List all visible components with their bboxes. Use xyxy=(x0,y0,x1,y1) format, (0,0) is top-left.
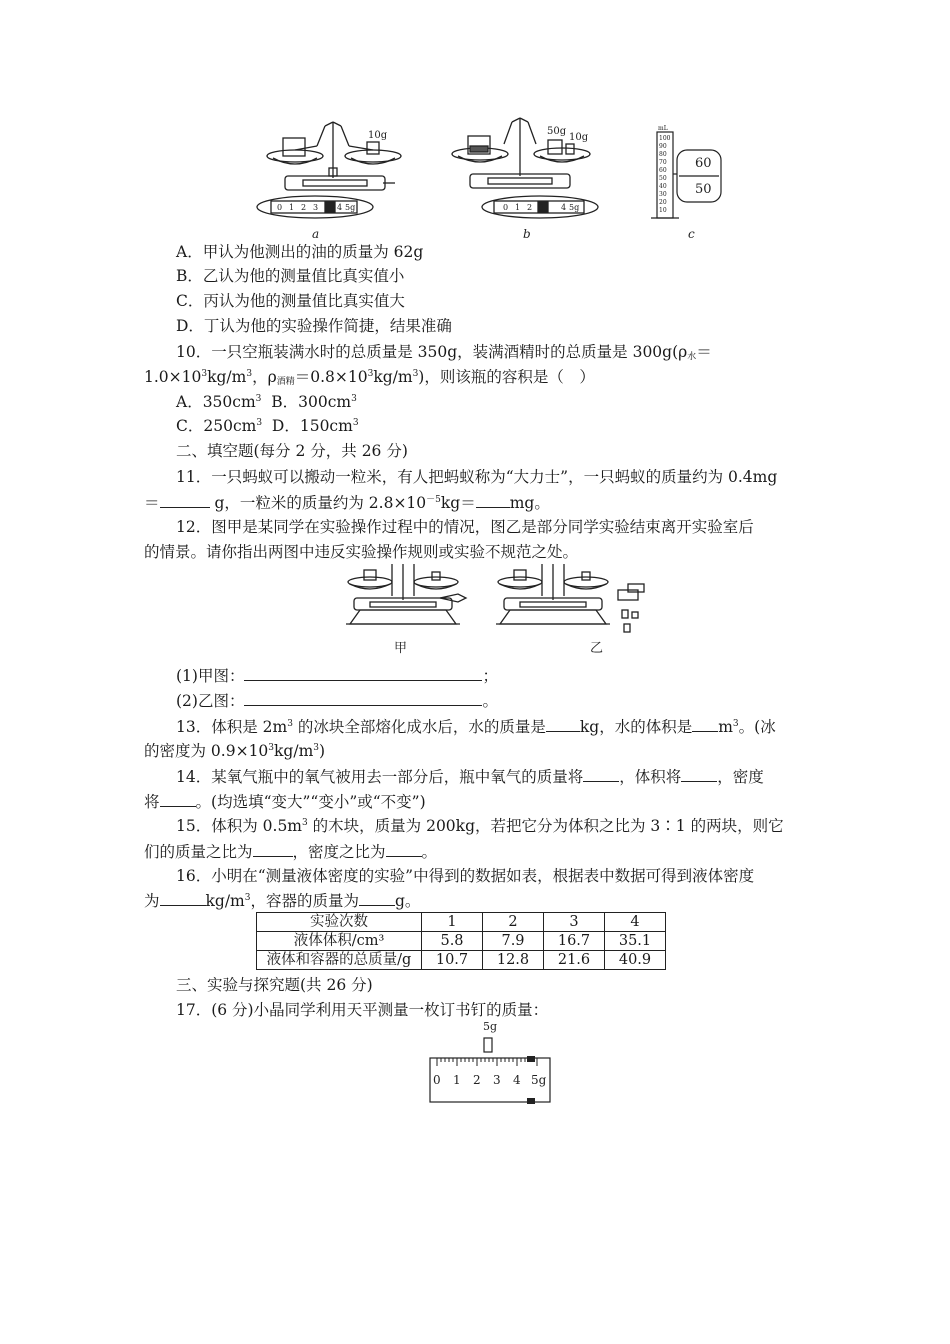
q17-tick-4: 4 xyxy=(513,1073,521,1087)
weight-label-a: 10g xyxy=(368,130,388,141)
q10-options-cd: C．$250cm^3$ D．$150cm^3$ xyxy=(176,417,359,435)
figure-label-b: b xyxy=(523,227,531,241)
figure-label-jia: 甲 xyxy=(394,641,408,656)
q15-line2: 们的质量之比为 ，密度之比为 。 xyxy=(144,840,437,863)
ruler-b-tick-0: 0 xyxy=(503,203,509,212)
weight-label-b1: 50g xyxy=(547,126,567,137)
q16-blank-2[interactable] xyxy=(359,889,395,906)
q13-line1: 13．体积是 $2m^3$ 的冰块全部熔化成水后，水的质量是 kg，水的体积是 $m^3$。(冰 xyxy=(176,715,776,738)
figure-q17-scale xyxy=(425,1018,555,1108)
table-header-cell: 1 xyxy=(422,913,483,932)
q17-tick-3: 3 xyxy=(493,1073,501,1087)
q17-tick-0: 0 xyxy=(433,1073,441,1087)
q15-blank-2[interactable] xyxy=(386,840,422,857)
section2-heading: 二、填空题(每分 2 分，共 26 分) xyxy=(176,442,408,460)
q12-blank-1[interactable] xyxy=(244,664,482,681)
ruler-a-tick-3: 3 xyxy=(313,203,319,212)
cyl-tick-30: 30 xyxy=(659,191,667,198)
ruler-a-tick-0: 0 xyxy=(277,203,283,212)
q14-line2: 将 。(均选填“变大”“变小”或“不变”) xyxy=(144,790,426,813)
ruler-b-tick-2: 2 xyxy=(527,203,533,212)
ruler-ticks-b xyxy=(503,203,579,212)
ruler-b-tick-4: 4 xyxy=(561,203,567,212)
table-cell: 10.7 xyxy=(422,951,483,970)
cyl-tick-60: 60 xyxy=(659,167,667,174)
q12-answer2: (2)乙图： 。 xyxy=(176,689,498,712)
ruler-a-tick-5: 5g xyxy=(345,203,356,212)
cyl-tick-100: 100 xyxy=(659,135,671,142)
figure-label-c: c xyxy=(688,227,695,241)
table-cell: 16.7 xyxy=(544,932,605,951)
q16-line2: 为 $kg/m^3$，容器的质量为 g。 xyxy=(144,889,420,912)
q17-ruler-labels xyxy=(433,1073,547,1087)
q13-line2: 的密度为 $0.9\times 10^3kg/m^3$) xyxy=(144,742,326,760)
q15-blank-1[interactable] xyxy=(253,840,293,857)
q10-line1: 10．一只空瓶装满水时的总质量是 350g，装满酒精时的总质量是 $300g(\rho_水=$ xyxy=(176,343,712,362)
q14-line1: 14．某氧气瓶中的氧气被用去一部分后，瓶中氧气的质量将 ，体积将 ，密度 xyxy=(176,765,764,788)
q11-blank-1[interactable] xyxy=(160,491,210,508)
q17-tick-5: 5g xyxy=(531,1073,547,1087)
table-cell: 7.9 xyxy=(483,932,544,951)
q10-options-ab: A．$350cm^3$ B．$300cm^3$ xyxy=(176,393,357,411)
q14-blank-1[interactable] xyxy=(583,765,619,782)
ruler-a-tick-1: 1 xyxy=(289,203,295,212)
figure-label-yi: 乙 xyxy=(590,641,604,656)
table-header-cell: 4 xyxy=(605,913,666,932)
ruler-b-tick-1: 1 xyxy=(515,203,521,212)
table-cell: 5.8 xyxy=(422,932,483,951)
cyl-tick-90: 90 xyxy=(659,143,667,150)
q9-option-d: D．丁认为他的实验操作简捷，结果准确 xyxy=(176,317,452,335)
q14-blank-2[interactable] xyxy=(681,765,717,782)
ruler-a-tick-4: 4 xyxy=(337,203,343,212)
cyl-tick-70: 70 xyxy=(659,159,667,166)
q17-tick-1: 1 xyxy=(453,1073,461,1087)
q16-data-table xyxy=(256,912,666,970)
q17-ruler-minor-ticks xyxy=(437,1058,537,1066)
q12-answer1: (1)甲图： ； xyxy=(176,664,498,687)
q16-blank-1[interactable] xyxy=(160,889,206,906)
table-header-cell: 实验次数 xyxy=(257,913,422,932)
cylinder-ticks xyxy=(659,135,671,214)
q16-line1: 16．小明在“测量液体密度的实验”中得到的数据如表，根据表中数据可得到液体密度 xyxy=(176,867,755,885)
table-row xyxy=(257,951,666,970)
table-header-cell: 3 xyxy=(544,913,605,932)
q17-line1: 17．(6 分)小晶同学利用天平测量一枚订书钉的质量： xyxy=(176,1001,549,1019)
q15-line1: 15．体积为 $0.5m^3$ 的木块，质量为 200kg，若把它分为体积之比为 3∶1 的两块，则它 xyxy=(176,817,784,835)
cylinder-unit: mL xyxy=(658,125,668,132)
q9-option-a: A．甲认为他测出的油的质量为 62g xyxy=(176,243,424,261)
table-cell: 21.6 xyxy=(544,951,605,970)
ruler-a-tick-2: 2 xyxy=(301,203,307,212)
figure-label-a: a xyxy=(312,227,320,241)
q9-option-b: B．乙认为他的测量值比真实值小 xyxy=(176,267,405,285)
cyl-tick-50: 50 xyxy=(659,175,667,182)
q17-rider-top xyxy=(527,1056,535,1062)
q17-rider-bottom xyxy=(527,1098,535,1104)
table-cell: 35.1 xyxy=(605,932,666,951)
q14-blank-3[interactable] xyxy=(160,790,196,807)
balance-jia xyxy=(346,564,466,624)
table-cell: 40.9 xyxy=(605,951,666,970)
ruler-b-tick-3: 3 xyxy=(539,203,545,212)
table-cell: 12.8 xyxy=(483,951,544,970)
q17-weight-icon xyxy=(484,1038,492,1052)
q11-line2: ＝ g，一粒米的质量约为 $2.8\times 10^{-5}kg=$ mg。 xyxy=(144,491,550,514)
ruler-b-tick-5: 5g xyxy=(569,203,580,212)
q9-option-c: C．丙认为他的测量值比真实值大 xyxy=(176,292,405,310)
q12-line1: 12．图甲是某同学在实验操作过程中的情况，图乙是部分同学实验结束离开实验室后 xyxy=(176,518,754,536)
q12-blank-2[interactable] xyxy=(244,689,482,706)
q13-blank-1[interactable] xyxy=(546,715,580,732)
q10-line2: $1.0\times 10^3kg/m^3$，$\rho_{酒精}=0.8\times 10^3kg/m^3$)，则该瓶的容积是（ ） xyxy=(144,368,595,387)
q17-tick-2: 2 xyxy=(473,1073,481,1087)
weight-label-b2: 10g xyxy=(569,132,589,143)
table-cell: 液体和容器的总质量/g xyxy=(257,951,422,970)
cylinder-zoom-60: 60 xyxy=(695,156,712,171)
cylinder-zoom-50: 50 xyxy=(695,182,712,197)
cyl-tick-20: 20 xyxy=(659,199,667,206)
q12-line2: 的情景。请你指出两图中违反实验操作规则或实验不规范之处。 xyxy=(144,543,579,561)
table-header-cell: 2 xyxy=(483,913,544,932)
balance-yi xyxy=(496,564,644,632)
q11-blank-2[interactable] xyxy=(476,491,510,508)
q13-blank-2[interactable] xyxy=(692,715,718,732)
ruler-ticks-a xyxy=(277,203,355,212)
figure-balances-abc xyxy=(255,110,735,245)
table-cell: 液体体积/cm³ xyxy=(257,932,422,951)
q17-weight-label: 5g xyxy=(483,1020,498,1033)
q11-line1: 11．一只蚂蚁可以搬动一粒米，有人把蚂蚁称为“大力士”，一只蚂蚁的质量约为 0.4mg xyxy=(176,468,778,486)
cyl-tick-40: 40 xyxy=(659,183,667,190)
cyl-tick-80: 80 xyxy=(659,151,667,158)
figure-balances-jia-yi xyxy=(340,560,660,660)
table-row xyxy=(257,932,666,951)
section3-heading: 三、实验与探究题(共 26 分) xyxy=(176,976,373,994)
table-header-row xyxy=(257,913,666,932)
cyl-tick-10: 10 xyxy=(659,207,667,214)
